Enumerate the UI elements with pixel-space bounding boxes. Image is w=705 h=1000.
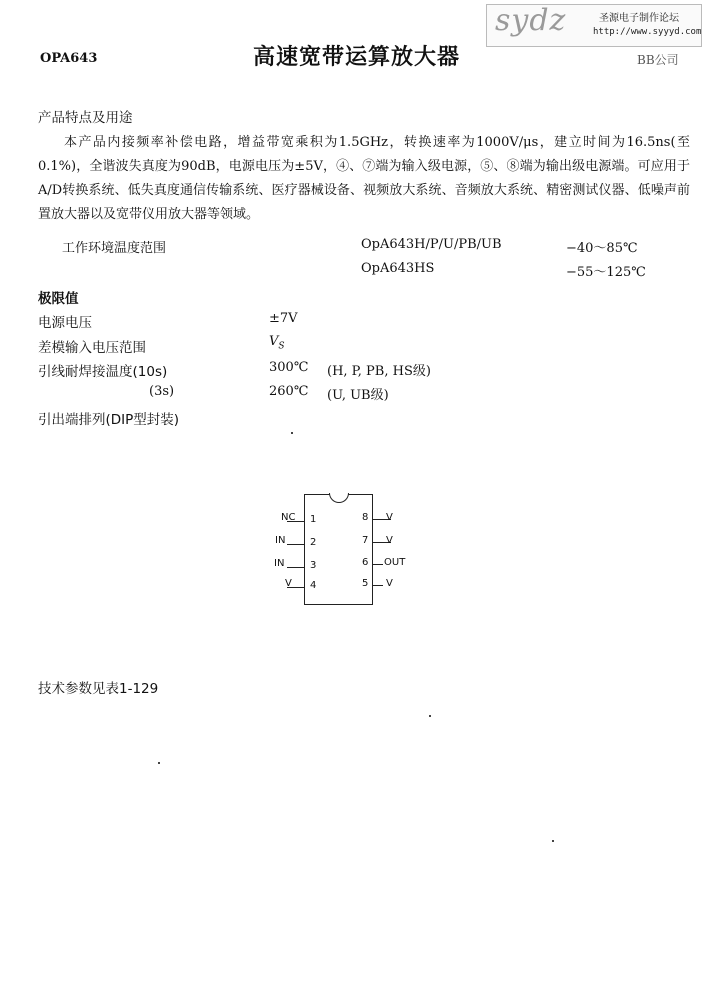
temperature-model-1: OpA643H/P/U/PB/UB	[361, 237, 502, 252]
part-number: OPA643	[40, 51, 98, 66]
scan-speck	[291, 432, 293, 434]
temperature-model-2: OpA643HS	[361, 261, 435, 276]
pin-lead	[287, 587, 305, 588]
temperature-label: 工作环境温度范围	[62, 241, 167, 256]
limit-note-solder-10s: (H, P, PB, HS级)	[327, 364, 431, 379]
watermark-url: http://www.syyyd.com	[593, 27, 702, 37]
table-reference: 技术参数见表1-129	[38, 681, 159, 697]
limit-value-solder-10s: 300℃	[269, 360, 309, 375]
pin-number: 4	[310, 580, 317, 591]
pin-label: IN	[275, 535, 286, 546]
vs-symbol: V	[269, 334, 279, 349]
watermark-logo: sydz	[495, 3, 567, 38]
scan-speck	[158, 762, 160, 764]
limit-note-solder-3s: (U, UB级)	[327, 388, 389, 403]
features-heading: 产品特点及用途	[38, 110, 133, 126]
temperature-range-2: −55～125℃	[566, 265, 646, 280]
limit-value-diff-input	[269, 334, 285, 352]
pin-lead	[287, 521, 305, 522]
vs-subscript: S	[278, 341, 285, 352]
pin-label: OUT	[384, 557, 406, 568]
pin-number: 1	[310, 514, 317, 525]
pin-lead	[373, 585, 383, 586]
temperature-range-1: −40～85℃	[566, 241, 638, 256]
pin-label: V	[386, 512, 393, 523]
pin-lead	[287, 544, 305, 545]
watermark-site-name: 圣源电子制作论坛	[599, 13, 679, 24]
pin-number: 6	[362, 557, 369, 568]
pin-lead	[287, 567, 305, 568]
pin-label: V	[386, 578, 393, 589]
manufacturer: BB公司	[637, 53, 679, 67]
scan-speck	[429, 715, 431, 717]
pin-number: 3	[310, 560, 317, 571]
limit-name-supply: 电源电压	[38, 315, 92, 331]
limit-name-diff-input: 差模输入电压范围	[38, 340, 146, 356]
pin-lead	[373, 564, 383, 565]
limit-name-solder-3s: (3s)	[149, 384, 175, 399]
pin-label: V	[386, 535, 393, 546]
pin-label: V	[285, 578, 292, 589]
page-title: 高速宽带运算放大器	[253, 45, 461, 70]
pin-label: NC	[281, 512, 296, 523]
pin-number: 7	[362, 535, 369, 546]
limit-name-solder-10s: 引线耐焊接温度(10s)	[38, 364, 168, 380]
features-paragraph: 本产品内接频率补偿电路，增益带宽乘积为1.5GHz，转换速率为1000V/μs，建立时间为16.5ns(至0.1%)，全谐波失真度为90dB，电源电压为±5V，④、⑦端为输入级电源，⑤、⑧端为输出级电源端。可应用于A/D转换系统、低失真度通信传输系统、医疗器械设备、视频放大系统、音频放大系统、精密测试仪器、低噪声前置放大器以及宽带仪用放大器等领域。	[38, 135, 690, 222]
watermark	[486, 4, 702, 47]
pin-number: 8	[362, 512, 369, 523]
pin-number: 2	[310, 537, 317, 548]
scan-speck	[552, 840, 554, 842]
limits-heading: 极限值	[38, 291, 79, 307]
limit-value-solder-3s: 260℃	[269, 384, 309, 399]
pin-label: IN	[274, 558, 285, 569]
pin-number: 5	[362, 578, 369, 589]
pinout-heading: 引出端排列(DIP型封装)	[38, 412, 180, 428]
limit-value-supply: ±7V	[269, 311, 298, 326]
